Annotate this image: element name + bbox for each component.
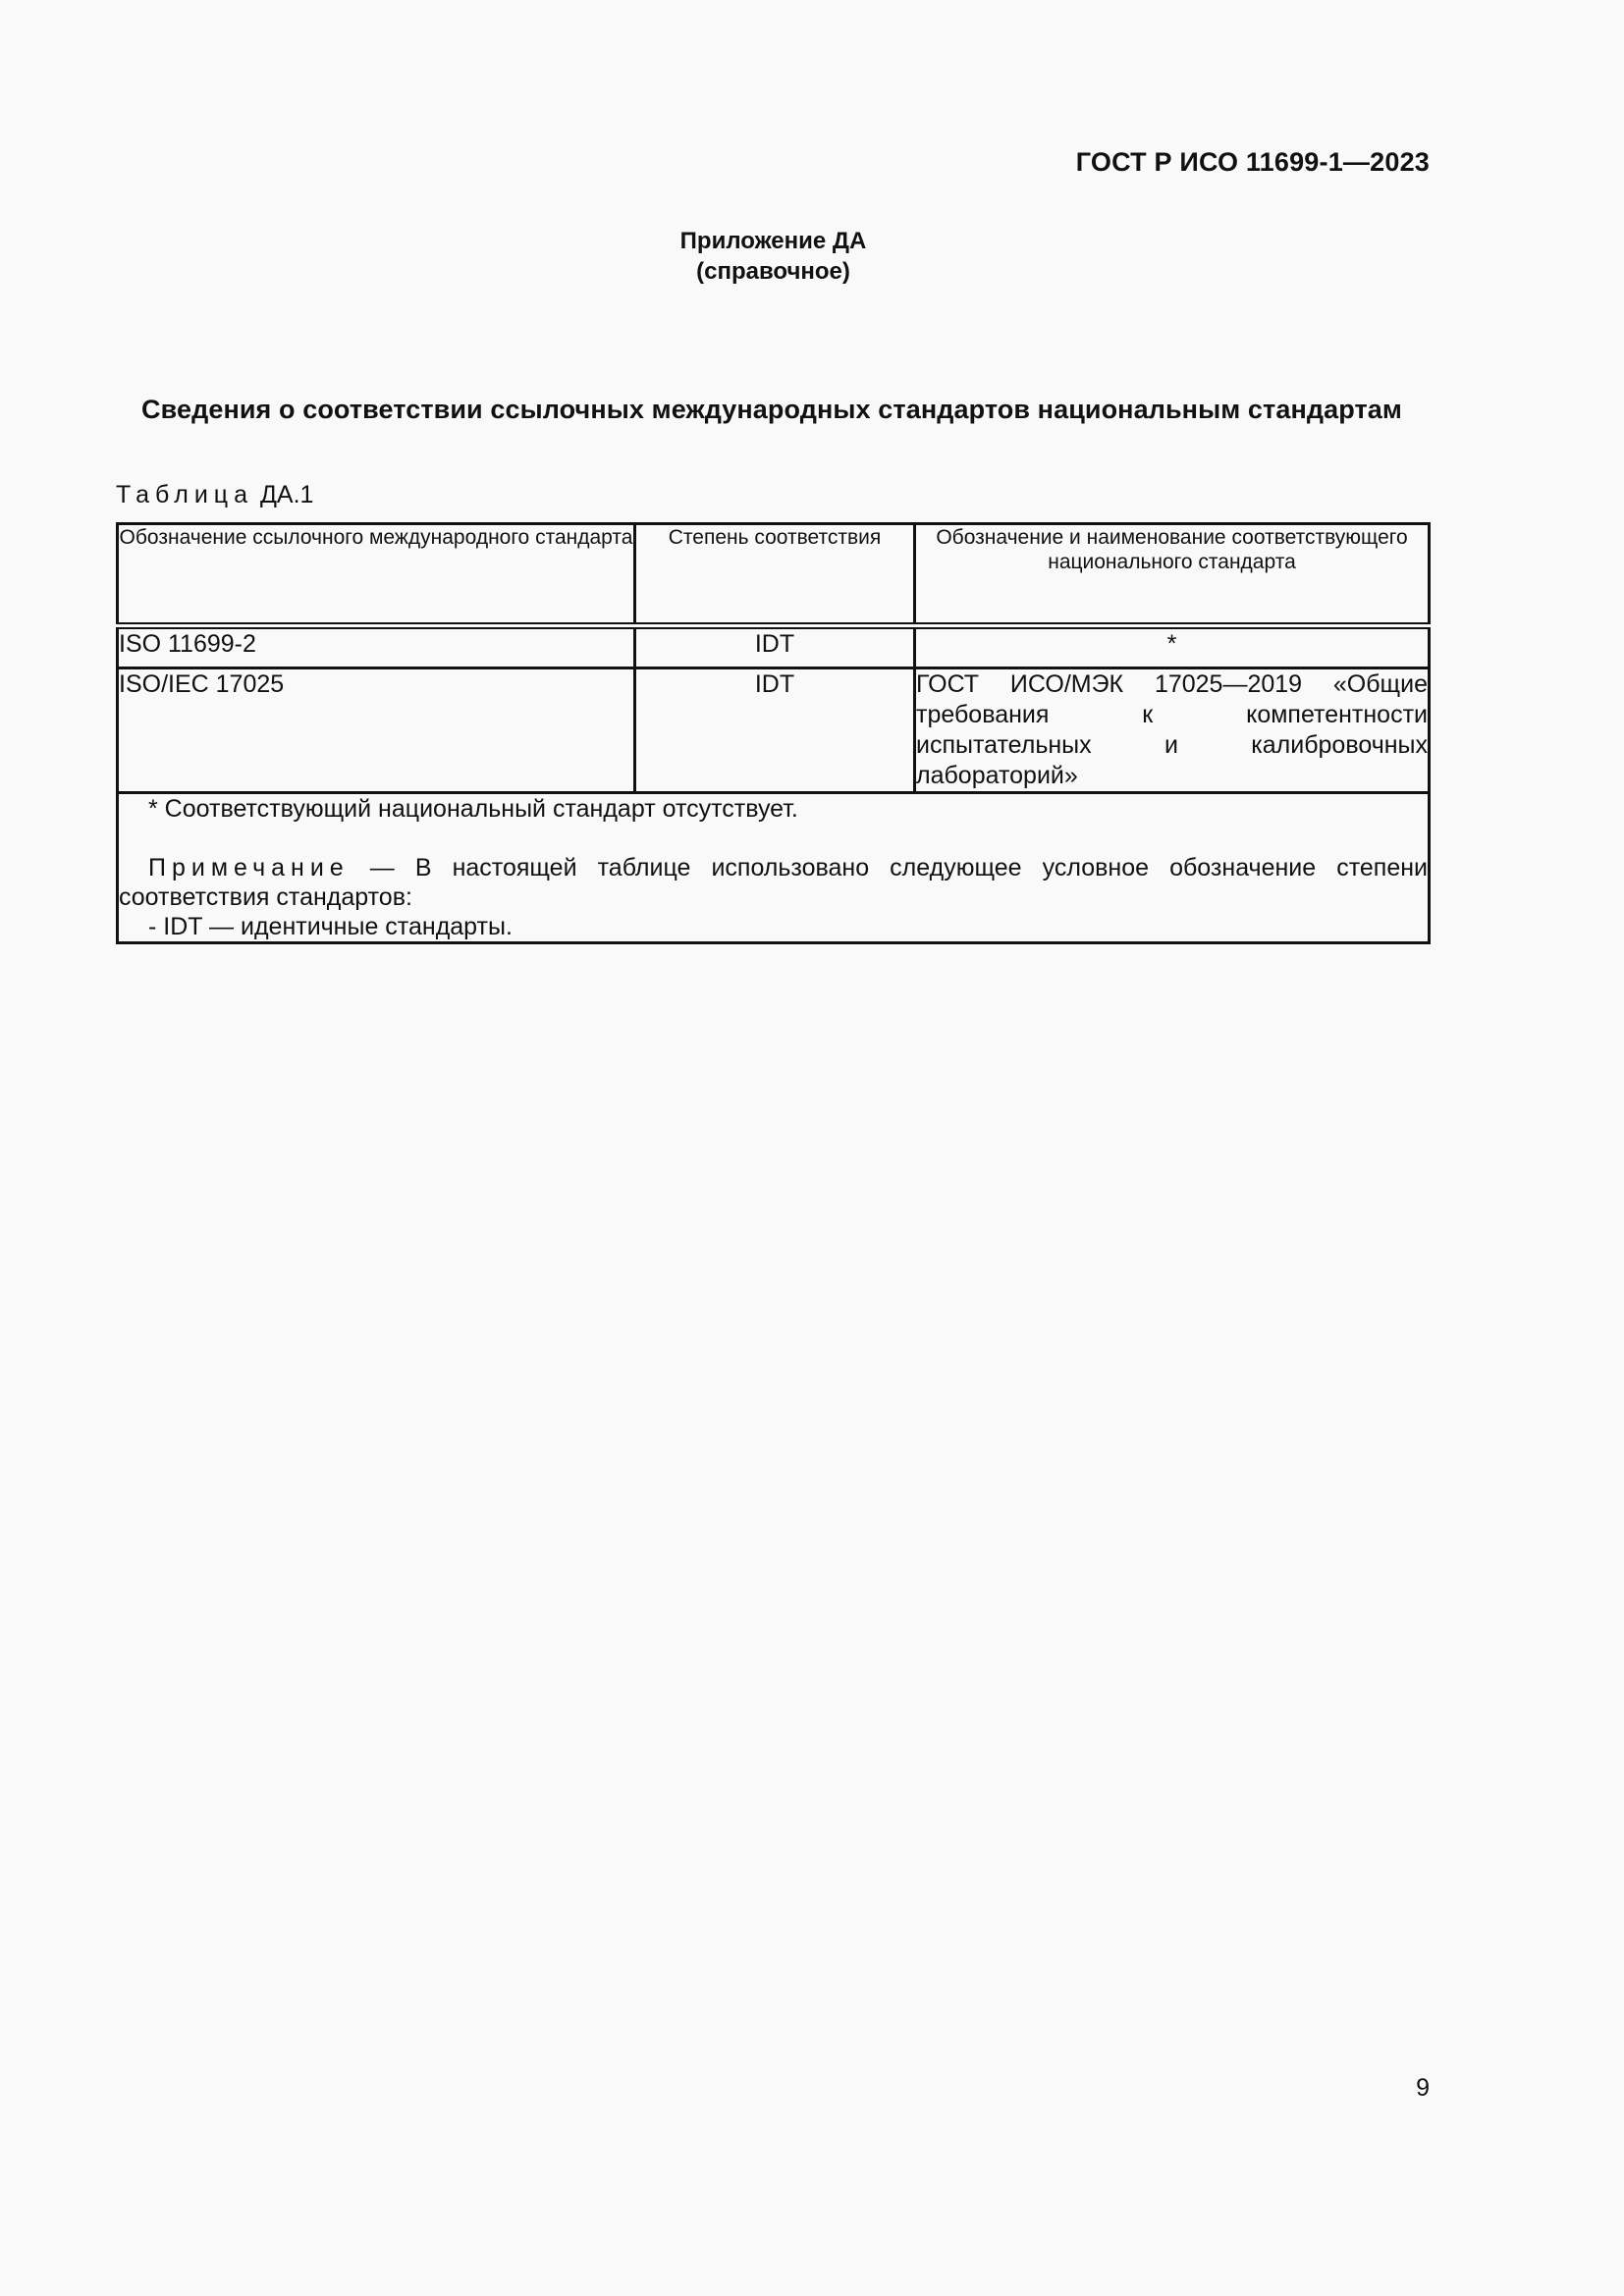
table-footer [118,793,1430,943]
table-row [118,668,1430,793]
table-footer-row [118,793,1430,943]
column-header-national-standard: Обозначение и наименование соответствующего национального стандарта [915,524,1430,626]
appendix-heading [0,226,1546,287]
cell-degree: IDT [635,668,915,793]
appendix-title: Приложение ДА [679,228,867,254]
note-text: — В настоящей таблице использовано следующее условное обозначение степени соответствия стандартов: [119,854,1428,911]
document-code: ГОСТ Р ИСО 11699-1—2023 [1075,147,1430,177]
note-list-item: - IDT — идентичные стандарты. [148,913,513,940]
column-header-international-standard: Обозначение ссылочного международного стандарта [118,524,635,626]
cell-national: * [915,626,1430,668]
section-title: Сведения о соответствии ссылочных международных стандартов национальным стандартам [141,395,1402,424]
cell-reference: ISO/IEC 17025 [118,668,635,793]
correspondence-table [116,522,1431,944]
cell-national: ГОСТ ИСО/МЭК 17025—2019 «Общие требования к компетентности испытательных и калибровочных лабораторий» [915,668,1430,793]
table-caption-word: Таблица [116,481,254,508]
table-row [118,626,1430,668]
appendix-subtitle: (справочное) [696,258,850,285]
page-number: 9 [1416,2074,1430,2102]
note-label: Примечание [148,854,350,881]
table-header-row [118,524,1430,626]
table-footnote: * Соответствующий национальный стандарт отсутствует. [148,795,798,823]
cell-degree: IDT [635,626,915,668]
column-header-degree: Степень соответствия [635,524,915,626]
table-caption-id: ДА.1 [259,481,314,508]
table-note [119,853,1428,912]
table-caption [116,481,313,509]
cell-reference: ISO 11699-2 [118,626,635,668]
